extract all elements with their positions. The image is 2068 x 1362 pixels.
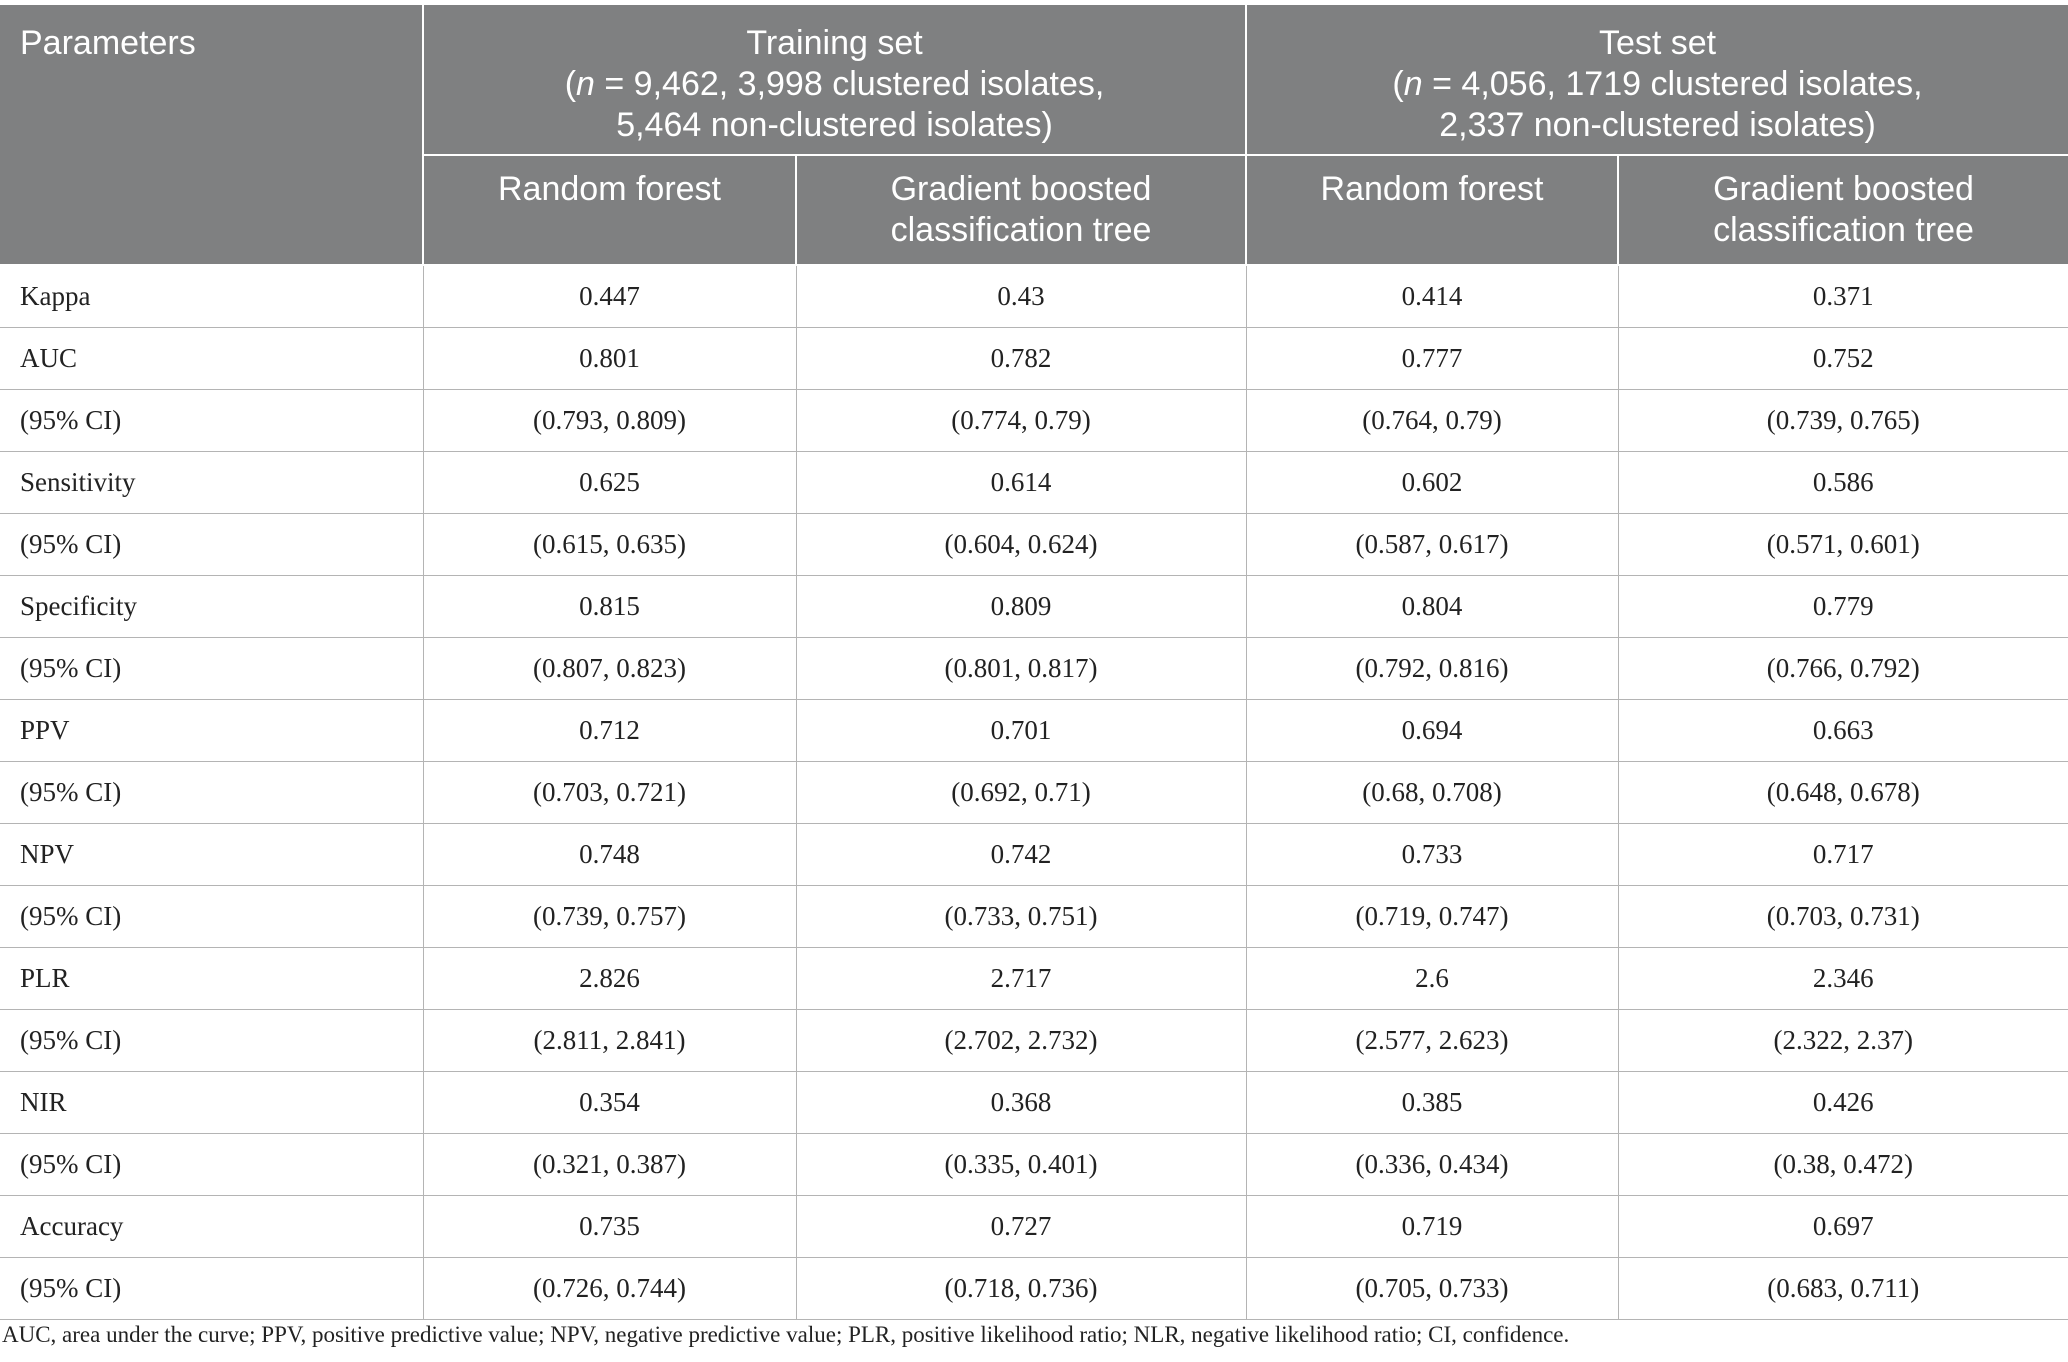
table-row	[0, 390, 2068, 452]
table-row	[0, 1196, 2068, 1258]
value-cell: 0.694	[1246, 700, 1618, 762]
table-row	[0, 700, 2068, 762]
value-cell: (0.764, 0.79)	[1246, 390, 1618, 452]
value-cell: 0.717	[1618, 824, 2068, 886]
parameter-name-cell: Accuracy	[0, 1196, 423, 1258]
table-row	[0, 328, 2068, 390]
value-cell: (0.726, 0.744)	[423, 1258, 796, 1320]
parameter-name-cell: (95% CI)	[0, 762, 423, 824]
parameter-name-cell: PLR	[0, 948, 423, 1010]
value-cell: 2.346	[1618, 948, 2068, 1010]
subheader-line-1: Gradient boosted	[890, 170, 1152, 208]
value-cell: (0.68, 0.708)	[1246, 762, 1618, 824]
value-cell: 0.735	[423, 1196, 796, 1258]
value-cell: 0.801	[423, 328, 796, 390]
table-row	[0, 1072, 2068, 1134]
value-cell: (0.793, 0.809)	[423, 390, 796, 452]
value-cell: (0.703, 0.721)	[423, 762, 796, 824]
subheader-line-2: classification tree	[1713, 211, 1974, 249]
training-set-title: Training set	[746, 24, 923, 62]
value-cell: 0.752	[1618, 328, 2068, 390]
table-row	[0, 1134, 2068, 1196]
value-cell: (0.739, 0.757)	[423, 886, 796, 948]
training-gradient-boosted-header	[796, 155, 1246, 265]
value-cell: (0.766, 0.792)	[1618, 638, 2068, 700]
subheader-line-1: Gradient boosted	[1713, 170, 1974, 208]
table-row	[0, 886, 2068, 948]
value-cell: (0.792, 0.816)	[1246, 638, 1618, 700]
value-cell: (0.648, 0.678)	[1618, 762, 2068, 824]
value-cell: (0.705, 0.733)	[1246, 1258, 1618, 1320]
value-cell: 0.414	[1246, 265, 1618, 328]
table-row	[0, 638, 2068, 700]
value-cell: 0.701	[796, 700, 1246, 762]
value-cell: 0.779	[1618, 576, 2068, 638]
parameter-name-cell: (95% CI)	[0, 390, 423, 452]
subheader-line-2: classification tree	[890, 211, 1152, 249]
value-cell: 2.6	[1246, 948, 1618, 1010]
value-cell: 0.371	[1618, 265, 2068, 328]
parameter-name-cell: Sensitivity	[0, 452, 423, 514]
table-row	[0, 576, 2068, 638]
value-cell: (0.774, 0.79)	[796, 390, 1246, 452]
test-set-non-clustered: 2,337 non-clustered isolates)	[1439, 106, 1876, 144]
parameter-name-cell: (95% CI)	[0, 1010, 423, 1072]
value-cell: (0.733, 0.751)	[796, 886, 1246, 948]
value-cell: (2.577, 2.623)	[1246, 1010, 1618, 1072]
training-set-sample-size: (n = 9,462, 3,998 clustered isolates,	[564, 65, 1105, 103]
value-cell: (0.38, 0.472)	[1618, 1134, 2068, 1196]
table-row	[0, 1258, 2068, 1320]
value-cell: 0.43	[796, 265, 1246, 328]
table-row	[0, 452, 2068, 514]
test-set-n-symbol: n	[1403, 65, 1423, 103]
value-cell: (0.335, 0.401)	[796, 1134, 1246, 1196]
value-cell: (0.807, 0.823)	[423, 638, 796, 700]
value-cell: (2.322, 2.37)	[1618, 1010, 2068, 1072]
value-cell: (0.604, 0.624)	[796, 514, 1246, 576]
value-cell: 0.748	[423, 824, 796, 886]
value-cell: 2.826	[423, 948, 796, 1010]
value-cell: 0.625	[423, 452, 796, 514]
test-set-n-text: = 4,056, 1719 clustered isolates,	[1422, 65, 1923, 103]
value-cell: 0.742	[796, 824, 1246, 886]
table-row	[0, 265, 2068, 328]
value-cell: 0.368	[796, 1072, 1246, 1134]
parameters-header: Parameters	[0, 4, 423, 265]
parameter-name-cell: (95% CI)	[0, 1258, 423, 1320]
value-cell: 0.385	[1246, 1072, 1618, 1134]
value-cell: (2.811, 2.841)	[423, 1010, 796, 1072]
parameter-name-cell: Specificity	[0, 576, 423, 638]
value-cell: 0.727	[796, 1196, 1246, 1258]
parameter-name-cell: NIR	[0, 1072, 423, 1134]
training-set-non-clustered: 5,464 non-clustered isolates)	[616, 106, 1053, 144]
table-row	[0, 948, 2068, 1010]
test-set-title: Test set	[1598, 24, 1717, 62]
parameter-name-cell: PPV	[0, 700, 423, 762]
value-cell: (2.702, 2.732)	[796, 1010, 1246, 1072]
test-set-header	[1246, 4, 2068, 155]
value-cell: 0.712	[423, 700, 796, 762]
value-cell: 0.663	[1618, 700, 2068, 762]
table-header	[0, 4, 2068, 265]
subheader-line-1: Random forest	[498, 170, 721, 208]
value-cell: 0.782	[796, 328, 1246, 390]
value-cell: 0.447	[423, 265, 796, 328]
value-cell: (0.801, 0.817)	[796, 638, 1246, 700]
value-cell: (0.587, 0.617)	[1246, 514, 1618, 576]
parameter-name-cell: (95% CI)	[0, 886, 423, 948]
test-random-forest-header	[1246, 155, 1618, 265]
value-cell: 0.426	[1618, 1072, 2068, 1134]
value-cell: 0.719	[1246, 1196, 1618, 1258]
value-cell: 2.717	[796, 948, 1246, 1010]
results-table-container	[0, 3, 2068, 1320]
value-cell: 0.804	[1246, 576, 1618, 638]
value-cell: 0.354	[423, 1072, 796, 1134]
table-row	[0, 824, 2068, 886]
table-row	[0, 1010, 2068, 1072]
value-cell: 0.777	[1246, 328, 1618, 390]
value-cell: (0.739, 0.765)	[1618, 390, 2068, 452]
parameter-name-cell: AUC	[0, 328, 423, 390]
value-cell: 0.602	[1246, 452, 1618, 514]
value-cell: 0.815	[423, 576, 796, 638]
value-cell: (0.615, 0.635)	[423, 514, 796, 576]
parameter-name-cell: (95% CI)	[0, 514, 423, 576]
table-body	[0, 265, 2068, 1320]
value-cell: (0.336, 0.434)	[1246, 1134, 1618, 1196]
table-row	[0, 514, 2068, 576]
parameter-name-cell: (95% CI)	[0, 638, 423, 700]
value-cell: 0.697	[1618, 1196, 2068, 1258]
value-cell: (0.703, 0.731)	[1618, 886, 2068, 948]
value-cell: (0.692, 0.71)	[796, 762, 1246, 824]
parameter-name-cell: NPV	[0, 824, 423, 886]
parameter-name-cell: Kappa	[0, 265, 423, 328]
training-random-forest-header	[423, 155, 796, 265]
parameter-name-cell: (95% CI)	[0, 1134, 423, 1196]
value-cell: 0.733	[1246, 824, 1618, 886]
value-cell: (0.719, 0.747)	[1246, 886, 1618, 948]
test-gradient-boosted-header	[1618, 155, 2068, 265]
value-cell: (0.683, 0.711)	[1618, 1258, 2068, 1320]
training-set-n-text: = 9,462, 3,998 clustered isolates,	[594, 65, 1105, 103]
table-row	[0, 762, 2068, 824]
header-row-groups	[0, 4, 2068, 155]
training-set-header	[423, 4, 1246, 155]
table-footnote: AUC, area under the curve; PPV, positive predictive value; NPV, negative predictive value; PLR, positive likelihood ratio; NLR, negative likelihood ratio; CI, confidence.	[2, 1322, 1570, 1347]
value-cell: 0.586	[1618, 452, 2068, 514]
value-cell: 0.809	[796, 576, 1246, 638]
value-cell: (0.571, 0.601)	[1618, 514, 2068, 576]
results-table	[0, 3, 2068, 1320]
value-cell: (0.718, 0.736)	[796, 1258, 1246, 1320]
value-cell: 0.614	[796, 452, 1246, 514]
training-set-n-symbol: n	[576, 65, 595, 103]
subheader-line-1: Random forest	[1320, 170, 1544, 208]
value-cell: (0.321, 0.387)	[423, 1134, 796, 1196]
test-set-sample-size: (n = 4,056, 1719 clustered isolates,	[1392, 65, 1923, 103]
